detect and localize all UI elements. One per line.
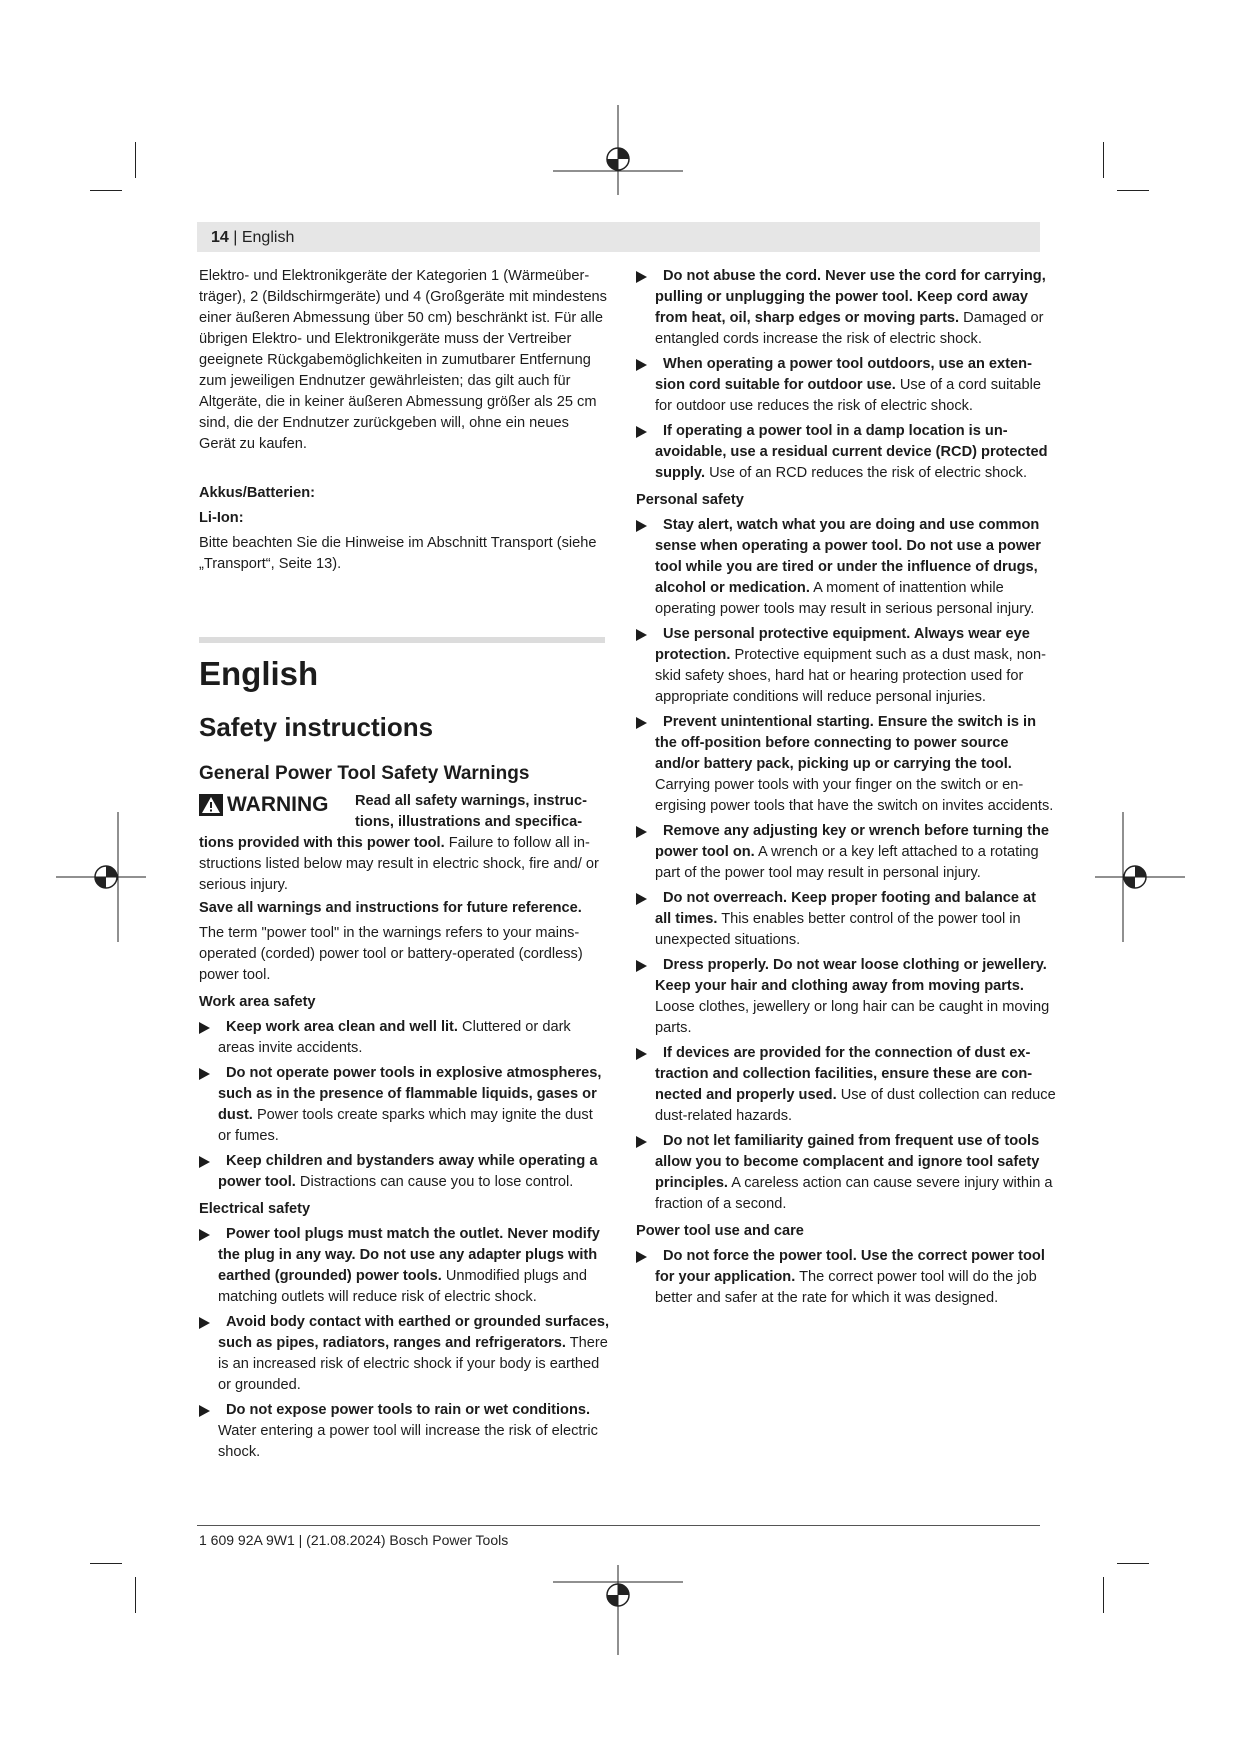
work-area-list <box>199 1017 609 1193</box>
bullet-bold-text: Avoid body contact with earthed or grounded surfaces, such as pipes, radiators, ranges and refrigerators. <box>218 1314 610 1351</box>
crop-mark-top-left-h <box>90 190 122 191</box>
bullet-text: Carrying power tools with your finger on the switch or energising power tools that have the switch on invites accidents. <box>655 777 1054 814</box>
bullet-arrow-icon <box>199 1022 210 1034</box>
bullet-bold-text: Remove any adjusting key or wrench before turning the power tool on. <box>655 823 1050 860</box>
warning-bold-text: Read all safety warnings, instructions, illustrations and specifications provided with this power tool. <box>199 793 587 851</box>
right-column <box>636 266 1056 1313</box>
section-divider <box>199 637 605 643</box>
bullet-arrow-icon <box>636 717 647 729</box>
bullet-bold-text: Use personal protective equipment. Always wear eye protection. <box>655 626 1030 663</box>
bullet-bold-text: Keep work area clean and well lit. <box>226 1019 458 1035</box>
title-general-warnings: General Power Tool Safety Warnings <box>199 763 530 784</box>
bullet-arrow-icon <box>636 520 647 532</box>
warning-label <box>199 793 355 817</box>
bullet-bold-text: Do not let familiarity gained from frequent use of tools allow you to become complacent and ignore tool safety principles. <box>655 1133 1040 1191</box>
bullet-text: Use of dust collection can reduce dust-related hazards. <box>655 1087 1056 1124</box>
bullet-text: Protective equipment such as a dust mask, non-skid safety shoes, hard hat or hearing protection used for appropriate conditions will reduce personal injuries. <box>655 647 1046 705</box>
bullet-bold-text: Do not overreach. Keep proper footing and balance at all times. <box>655 890 1037 927</box>
power-tool-use-list <box>636 1246 1056 1309</box>
crop-mark-bottom-left-h <box>90 1563 122 1564</box>
bullet-arrow-icon <box>199 1156 210 1168</box>
registration-mark-right-icon <box>1095 812 1185 942</box>
bullet-bold-text: Do not operate power tools in explosive atmospheres, such as in the presence of flammable liquids, gases or dust. <box>218 1065 602 1123</box>
liion-text: Bitte beachten Sie die Hinweise im Abschnitt Transport (siehe „Transport“, Seite 13). <box>199 535 597 572</box>
bullet-item <box>199 1017 609 1059</box>
bullet-bold-text: Do not expose power tools to rain or wet conditions. <box>226 1402 591 1418</box>
bullet-text: A careless action can cause severe injury within a fraction of a second. <box>655 1175 1053 1212</box>
bullet-arrow-icon <box>199 1068 210 1080</box>
bullet-text: Use of an RCD reduces the risk of electric shock. <box>709 465 1028 481</box>
bullet-bold-text: Do not abuse the cord. Never use the cord for carrying, pulling or unplugging the power tool. Keep cord away from heat, oil, sharp edges or moving parts. <box>655 268 1046 326</box>
bullet-bold-text: Dress properly. Do not wear loose clothing or jewellery. Keep your hair and clothing away from moving parts. <box>655 957 1047 994</box>
bullet-bold-text: Prevent unintentional starting. Ensure the switch is in the off-position before connecting to power source and/or battery pack, picking up or carrying the tool. <box>655 714 1037 772</box>
bullet-item <box>636 266 1056 350</box>
bullet-item <box>636 821 1056 884</box>
bullet-item <box>636 1246 1056 1309</box>
power-tool-term: The term "power tool" in the warnings refers to your mains-operated (corded) power tool or battery-operated (cordless) power tool. <box>199 925 583 983</box>
warning-triangle-icon <box>199 794 223 816</box>
bullet-item <box>636 1131 1056 1215</box>
bullet-item <box>199 1400 609 1463</box>
bullet-arrow-icon <box>199 1405 210 1417</box>
bullet-item <box>199 1224 609 1308</box>
crop-mark-bottom-right-v <box>1103 1577 1104 1613</box>
page-header <box>211 229 294 247</box>
crop-mark-top-left-v <box>135 142 136 178</box>
electrical-list-left <box>199 1224 609 1463</box>
footer-rule <box>197 1525 1040 1526</box>
work-area-heading: Work area safety <box>199 994 316 1010</box>
bullet-text: Loose clothes, jewellery or long hair can be caught in moving parts. <box>655 999 1050 1036</box>
bullet-text: This enables better control of the power tool in unexpected situations. <box>655 911 1021 948</box>
bullet-text: The correct power tool will do the job better and safer at the rate for which it was designed. <box>655 1269 1037 1306</box>
bullet-bold-text: If devices are provided for the connection of dust extraction and collection facilities, ensure these are connected and properly used. <box>655 1045 1033 1103</box>
bullet-item <box>636 1043 1056 1127</box>
electrical-list-right <box>636 266 1056 484</box>
bullet-item <box>636 354 1056 417</box>
bullet-item <box>636 515 1056 620</box>
left-column <box>199 266 609 1467</box>
bullet-item <box>636 955 1056 1039</box>
bullet-arrow-icon <box>636 359 647 371</box>
title-safety-instructions: Safety instructions <box>199 712 434 742</box>
bullet-item <box>199 1063 609 1147</box>
german-paragraph: Elektro- und Elektronikgeräte der Kategorien 1 (Wärmeüberträger), 2 (Bildschirmgeräte) und 4 (Großgeräte mit mindestens einer äußeren Abmessung über 50 cm) beschränkt ist. Für alle übrigen Elektro- und Elektronikgeräte muss der Vertreiber geeignete Rückgabemöglichkeiten in zumutbarer Entfernung zum jeweiligen Endnutzer gewährleisten; das gilt auch für Altgeräte, die in keiner äußeren Abmessung größer als 25 cm sind, die der Endnutzer zurückgeben will, ohne ein neues Gerät zu kaufen. <box>199 268 607 452</box>
bullet-text: There is an increased risk of electric shock if your body is earthed or grounded. <box>218 1335 608 1393</box>
bullet-text: Water entering a power tool will increase the risk of electric shock. <box>218 1423 598 1460</box>
bullet-arrow-icon <box>636 271 647 283</box>
bullet-text: A moment of inattention while operating power tools may result in serious personal injury. <box>655 580 1035 617</box>
bullet-item <box>199 1312 609 1396</box>
bullet-item <box>199 1151 609 1193</box>
bullet-bold-text: When operating a power tool outdoors, use an extension cord suitable for outdoor use. <box>655 356 1032 393</box>
bullet-arrow-icon <box>636 826 647 838</box>
bullet-arrow-icon <box>636 893 647 905</box>
bullet-item <box>636 624 1056 708</box>
crop-mark-top-right-v <box>1103 142 1104 178</box>
bullet-arrow-icon <box>199 1317 210 1329</box>
personal-safety-list <box>636 515 1056 1215</box>
bullet-text: Cluttered or dark areas invite accidents. <box>218 1019 571 1056</box>
header-separator: | <box>233 229 238 246</box>
warning-label-text: WARNING <box>227 793 329 816</box>
electrical-heading: Electrical safety <box>199 1201 311 1217</box>
warning-text: Failure to follow all instructions listed below may result in electric shock, fire and/ or serious injury. <box>199 835 599 893</box>
page-header-bar <box>197 222 1040 252</box>
bullet-bold-text: Do not force the power tool. Use the correct power tool for your application. <box>655 1248 1045 1285</box>
bullet-bold-text: If operating a power tool in a damp location is unavoidable, use a residual current device (RCD) protected supply. <box>655 423 1048 481</box>
bullet-bold-text: Power tool plugs must match the outlet. Never modify the plug in any way. Do not use any adapter plugs with earthed (grounded) power tools. <box>218 1226 600 1284</box>
liion-heading: Li-Ion: <box>199 510 244 526</box>
power-tool-use-heading: Power tool use and care <box>636 1223 804 1239</box>
bullet-text: Damaged or entangled cords increase the risk of electric shock. <box>655 310 1044 347</box>
bullet-text: Distractions can cause you to lose control. <box>299 1174 574 1190</box>
bullet-arrow-icon <box>636 1048 647 1060</box>
bullet-item <box>636 888 1056 951</box>
bullet-arrow-icon <box>636 1136 647 1148</box>
bullet-arrow-icon <box>636 960 647 972</box>
bullet-text: Unmodified plugs and matching outlets will reduce risk of electric shock. <box>218 1268 588 1305</box>
bullet-arrow-icon <box>636 1251 647 1263</box>
registration-mark-bottom-icon <box>553 1565 683 1655</box>
bullet-item <box>636 712 1056 817</box>
save-instructions: Save all warnings and instructions for future reference. <box>199 900 582 916</box>
title-english: English <box>199 655 319 692</box>
bullet-item <box>636 421 1056 484</box>
bullet-arrow-icon <box>636 629 647 641</box>
akkus-heading: Akkus/Batterien: <box>199 485 315 501</box>
crop-mark-top-right-h <box>1117 190 1149 191</box>
warning-block <box>199 791 609 896</box>
footer-text: 1 609 92A 9W1 | (21.08.2024) Bosch Power Tools <box>199 1532 509 1548</box>
bullet-bold-text: Keep children and bystanders away while operating a power tool. <box>218 1153 598 1190</box>
crop-mark-bottom-left-v <box>135 1577 136 1613</box>
bullet-text: Power tools create sparks which may ignite the dust or fumes. <box>218 1107 593 1144</box>
header-language: English <box>241 229 295 246</box>
registration-mark-left-icon <box>56 812 146 942</box>
page-number: 14 <box>211 229 229 246</box>
personal-safety-heading: Personal safety <box>636 492 744 508</box>
crop-mark-bottom-right-h <box>1117 1563 1149 1564</box>
bullet-arrow-icon <box>199 1229 210 1241</box>
bullet-bold-text: Stay alert, watch what you are doing and use common sense when operating a power tool. Do not use a power tool while you are tired or under the influence of drugs, alcohol or medication. <box>655 517 1041 596</box>
registration-mark-top-icon <box>553 105 683 195</box>
bullet-text: A wrench or a key left attached to a rotating part of the power tool may result in personal injury. <box>655 844 1039 881</box>
bullet-text: Use of a cord suitable for outdoor use reduces the risk of electric shock. <box>655 377 1042 414</box>
bullet-arrow-icon <box>636 426 647 438</box>
